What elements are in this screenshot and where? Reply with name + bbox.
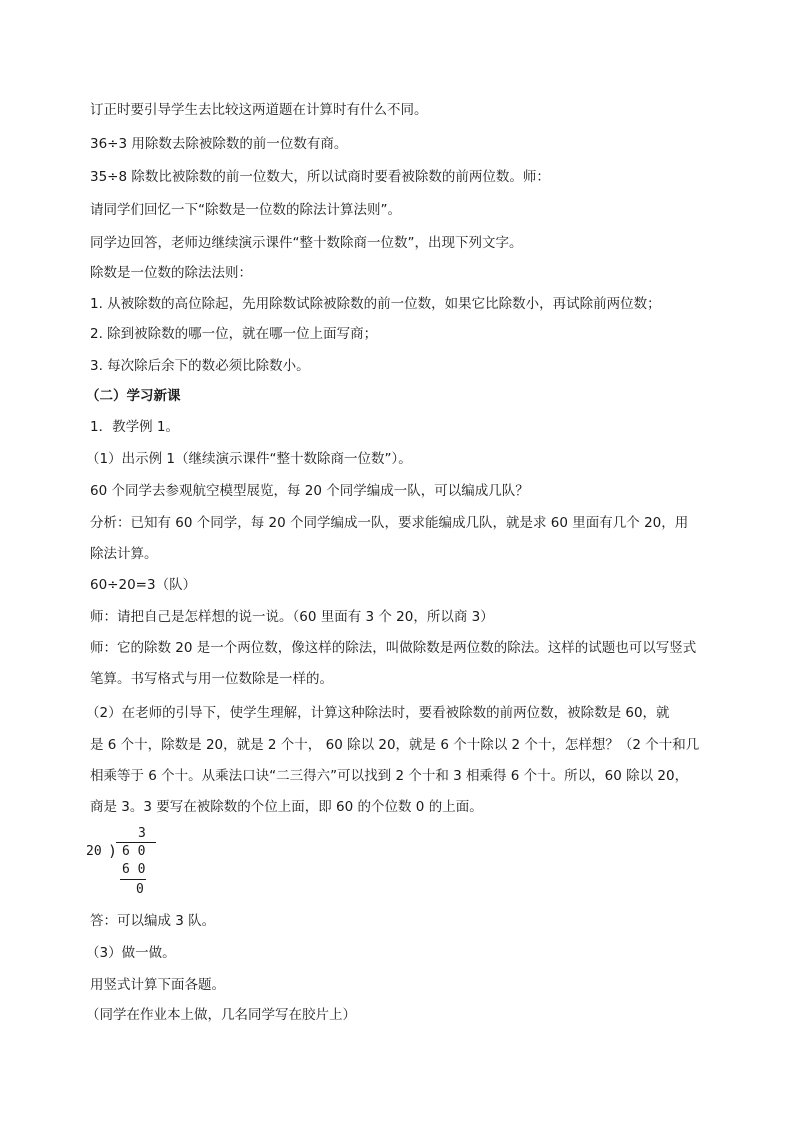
paragraph: 订正时要引导学生去比较这两道题在计算时有什么不同。 [90, 102, 428, 118]
division-bracket: ) [108, 842, 118, 860]
rule-item: 2. 除到被除数的哪一位，就在哪一位上面写商； [90, 326, 378, 342]
paragraph: 35÷8 除数比被除数的前一位数大，所以试商时要看被除数的前两位数。师： [90, 169, 550, 185]
paragraph: 1．教学例 1。 [90, 419, 179, 435]
equation: 60÷20=3（队） [90, 577, 197, 593]
paragraph: 36÷3 用除数去除被除数的前一位数有商。 [90, 136, 348, 152]
paragraph: （2）在老师的引导下，使学生理解，计算这种除法时，要看被除数的前两位数，被除数是 60，就 [86, 705, 670, 721]
remainder: 0 [136, 882, 144, 897]
dividend: 6 0 [122, 844, 146, 859]
long-division [86, 824, 176, 904]
subtraction-line [120, 879, 146, 880]
paragraph: 用竖式计算下面各题。 [90, 977, 225, 993]
paragraph: （1）出示例 1（继续演示课件“整十数除商一位数”）。 [86, 451, 412, 467]
paragraph: （同学在作业本上做，几名同学写在胶片上） [86, 1007, 356, 1023]
paragraph: 师：请把自己是怎样想的说一说。（60 里面有 3 个 20，所以商 3） [90, 609, 494, 625]
divisor: 20 [86, 844, 102, 859]
quotient: 3 [138, 826, 146, 841]
paragraph: 除数是一位数的除法法则： [90, 265, 252, 281]
paragraph: 分析：已知有 60 个同学，每 20 个同学编成一队，要求能编成几队，就是求 60 里面有几个 20，用 [90, 515, 689, 531]
paragraph: （3）做一做。 [86, 945, 176, 961]
product: 6 0 [122, 862, 146, 877]
answer: 答：可以编成 3 队。 [90, 913, 216, 929]
rule-item: 3. 每次除后余下的数必须比除数小。 [90, 358, 310, 374]
paragraph: 相乘等于 6 个十。从乘法口诀“二三得六”可以找到 2 个十和 3 相乘得 6 个十。所以，60 除以 20， [90, 768, 689, 784]
paragraph: 商是 3。3 要写在被除数的个位上面，即 60 的个位数 0 的上面。 [90, 799, 483, 815]
section-heading: （二）学习新课 [86, 388, 181, 404]
paragraph: 师：它的除数 20 是一个两位数，像这样的除法，叫做除数是两位数的除法。这样的试题也可以写竖式 [90, 640, 697, 656]
paragraph: 同学边回答，老师边继续演示课件“整十数除商一位数”，出现下列文字。 [90, 235, 523, 251]
paragraph: 除法计算。 [90, 546, 158, 562]
division-bar [116, 842, 156, 843]
rule-item: 1. 从被除数的高位除起，先用除数试除被除数的前一位数，如果它比除数小，再试除前两位数； [90, 296, 661, 312]
paragraph: 笔算。书写格式与用一位数除是一样的。 [90, 671, 333, 687]
paragraph: 请同学们回忆一下“除数是一位数的除法计算法则”。 [90, 202, 401, 218]
paragraph: 60 个同学去参观航空模型展览，每 20 个同学编成一队，可以编成几队？ [90, 483, 529, 499]
paragraph: 是 6 个十，除数是 20，就是 2 个十， 60 除以 20，就是 6 个十除以 2 个十，怎样想？（2 个十和几 [90, 737, 700, 753]
